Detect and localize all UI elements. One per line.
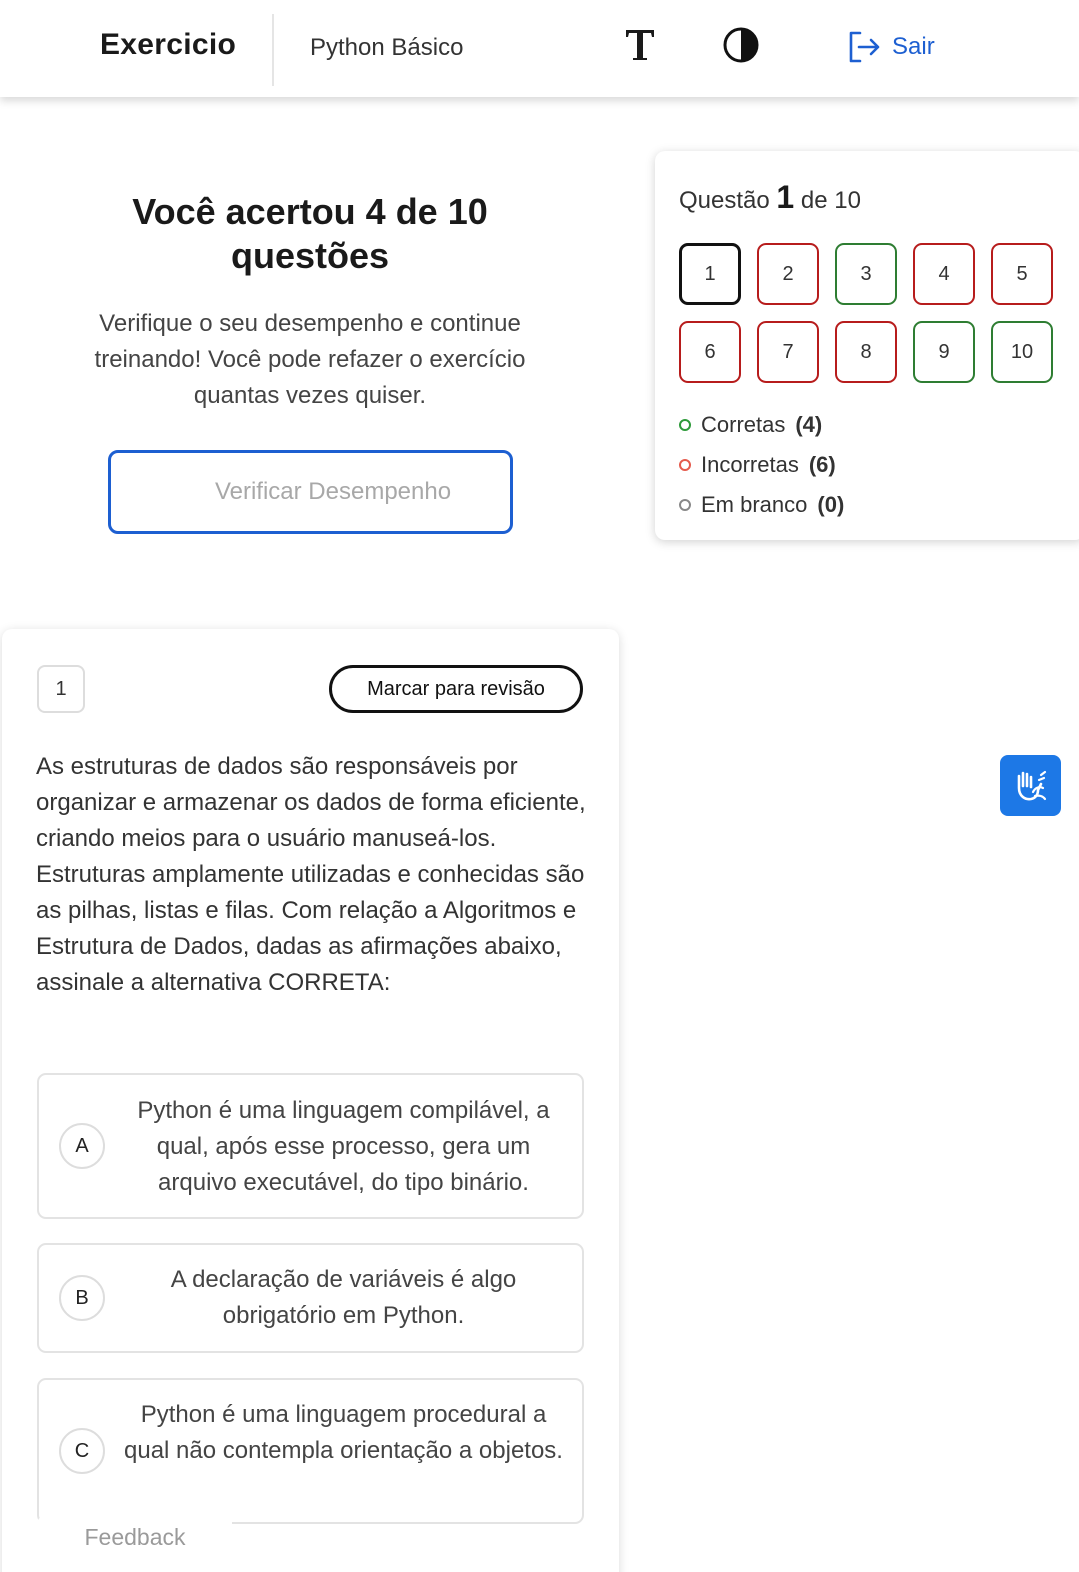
logout-label: Sair — [892, 33, 935, 60]
navigator-prefix: Questão — [679, 187, 770, 214]
question-navigator — [655, 151, 1079, 540]
option-letter: B — [59, 1275, 105, 1321]
legend-incorrect-count: (6) — [808, 452, 836, 477]
incorrect-dot-icon — [679, 459, 691, 471]
sign-language-icon — [1011, 766, 1051, 806]
question-nav-button-5[interactable]: 5 — [991, 243, 1053, 305]
result-title: Você acertou 4 de 10 questões — [132, 191, 488, 276]
legend-correct-label: Corretas — [701, 412, 786, 437]
question-nav-button-1[interactable]: 1 — [679, 243, 741, 305]
legend-incorrect — [679, 445, 844, 485]
legend-blank-count: (0) — [817, 492, 845, 517]
question-nav-button-3[interactable]: 3 — [835, 243, 897, 305]
text-size-icon[interactable] — [622, 22, 658, 66]
navigator-suffix: de 10 — [800, 187, 861, 214]
option-text: Python é uma linguagem procedural a qual não contempla orientação a objetos. — [124, 1401, 563, 1464]
top-header — [0, 0, 1079, 97]
verify-performance-button[interactable]: Verificar Desempenho — [108, 450, 513, 534]
legend-blank — [679, 485, 844, 525]
option-b[interactable] — [37, 1243, 584, 1353]
legend-correct — [679, 405, 844, 445]
logout-button[interactable] — [846, 30, 935, 64]
option-letter: A — [59, 1123, 105, 1169]
legend-incorrect-label: Incorretas — [701, 452, 799, 477]
feedback-tab[interactable]: Feedback — [38, 1516, 232, 1572]
legend-correct-count: (4) — [795, 412, 823, 437]
option-text: Python é uma linguagem compilável, a qual, após esse processo, gera um arquivo executável, do tipo binário. — [137, 1097, 550, 1196]
navigator-heading — [679, 179, 861, 216]
header-divider — [272, 14, 274, 86]
question-text: As estruturas de dados são responsáveis por organizar e armazenar os dados de forma eficiente, criando meios para o usuário manuseá-los. Estruturas amplamente utilizadas e conhecidas são as pilhas, listas e filas. Com relação a Algoritmos e Estrutura de Dados, dadas as afirmações abaixo, assinale a alternativa CORRETA: — [36, 753, 586, 996]
question-grid — [679, 243, 1053, 383]
blank-dot-icon — [679, 499, 691, 511]
navigator-legend — [679, 405, 844, 525]
correct-dot-icon — [679, 419, 691, 431]
result-description: Verifique o seu desempenho e continue treinando! Você pode refazer o exercício quantas vezes quiser. — [94, 310, 526, 409]
question-nav-button-4[interactable]: 4 — [913, 243, 975, 305]
question-nav-button-9[interactable]: 9 — [913, 321, 975, 383]
question-nav-button-6[interactable]: 6 — [679, 321, 741, 383]
question-number: 1 — [37, 665, 85, 713]
brand-title: Exercicio — [100, 28, 237, 61]
legend-blank-label: Em branco — [701, 492, 808, 517]
option-text: A declaração de variáveis é algo obrigatório em Python. — [170, 1266, 517, 1329]
question-nav-button-10[interactable]: 10 — [991, 321, 1053, 383]
option-c[interactable] — [37, 1378, 584, 1524]
accessibility-button[interactable] — [1000, 755, 1061, 816]
contrast-icon[interactable] — [722, 26, 760, 64]
mark-for-review-button[interactable]: Marcar para revisão — [329, 665, 583, 713]
option-a[interactable] — [37, 1073, 584, 1219]
question-nav-button-2[interactable]: 2 — [757, 243, 819, 305]
navigator-current: 1 — [776, 179, 795, 215]
question-nav-button-8[interactable]: 8 — [835, 321, 897, 383]
option-letter: C — [59, 1428, 105, 1474]
question-card — [2, 629, 619, 1572]
logout-icon — [846, 30, 882, 64]
course-name: Python Básico — [310, 34, 464, 61]
question-nav-button-7[interactable]: 7 — [757, 321, 819, 383]
